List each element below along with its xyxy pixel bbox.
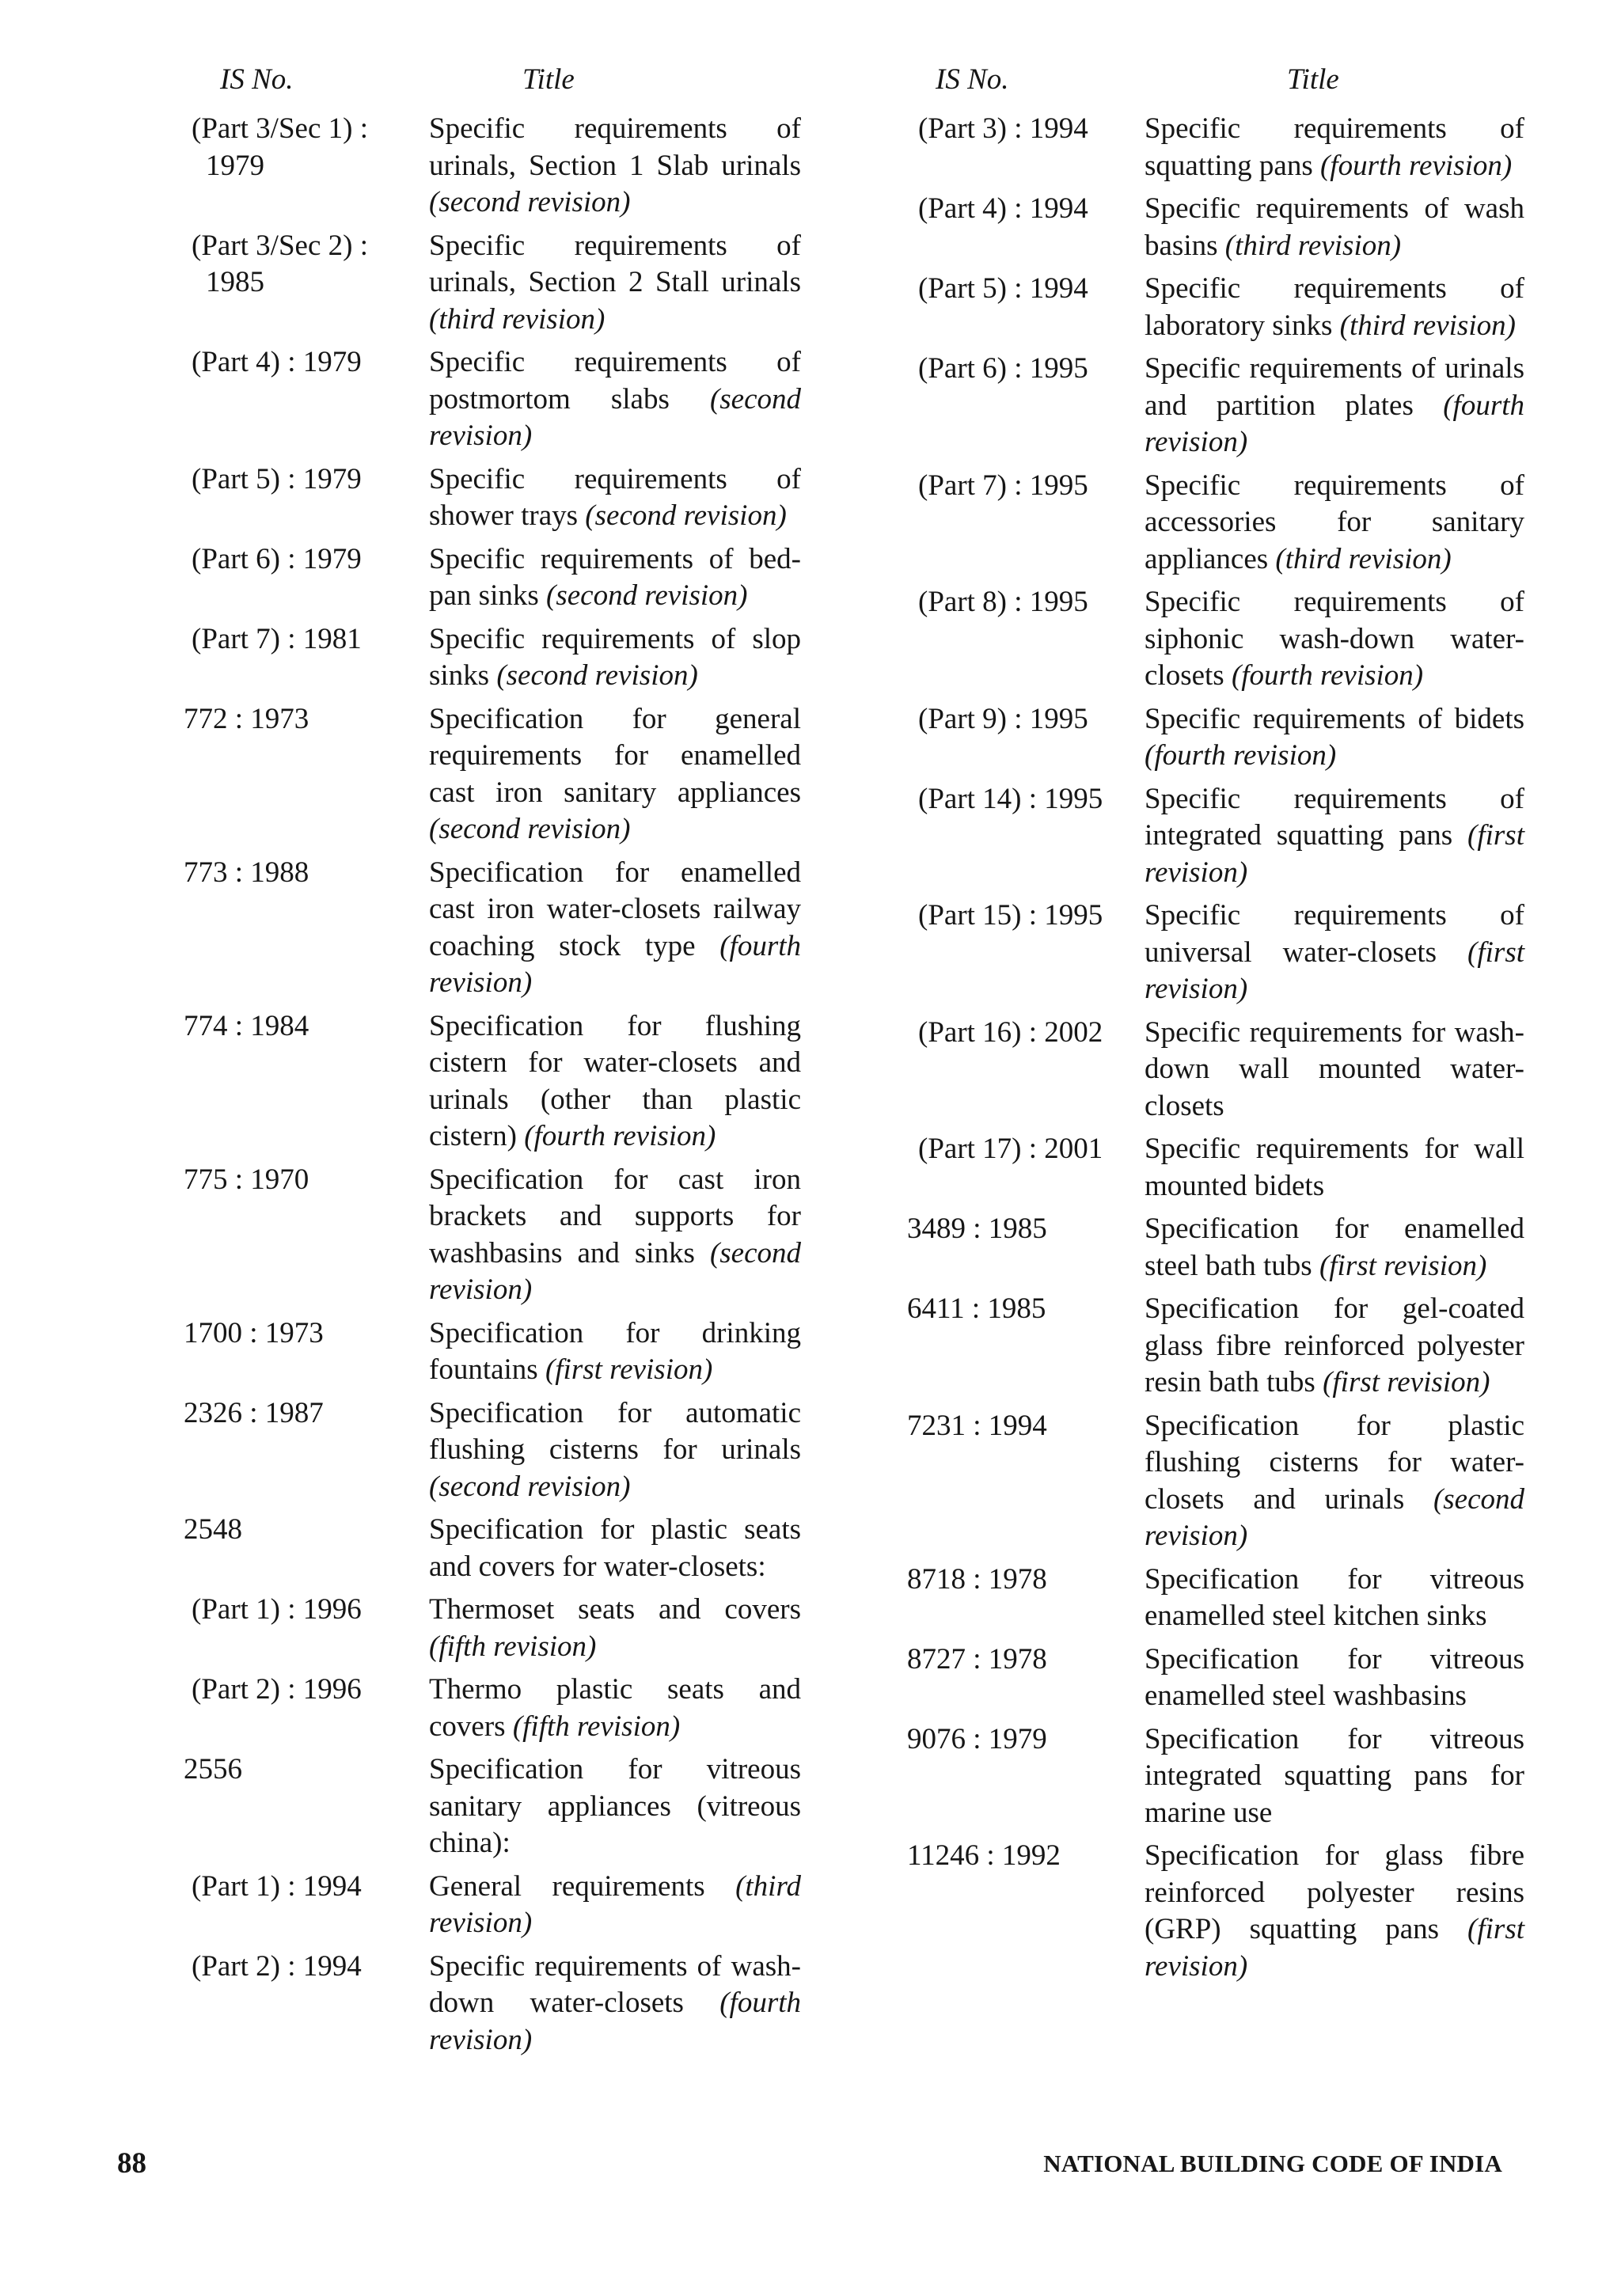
revision-note: (fourth revision) [1145, 389, 1524, 458]
revision-note: (first revision) [1323, 1366, 1490, 1398]
revision-note: (second revision) [496, 659, 698, 692]
standard-entry [168, 1315, 801, 1389]
revision-note: (fourth revision) [429, 929, 801, 999]
standard-title [429, 1672, 801, 1745]
left-entries [168, 111, 801, 2059]
is-number-line: (Part 3) : 1994 [918, 112, 1088, 145]
revision-note: (third revision) [429, 1869, 801, 1939]
revision-note: (second revision) [429, 186, 631, 218]
title-text: Specification for automatic flushing cisterns for urinals [429, 1396, 801, 1466]
standard-entry [168, 1949, 801, 2059]
title-text: Specification for enamelled steel bath tubs [1145, 1213, 1524, 1282]
is-number-line: 1979 [206, 149, 264, 182]
is-number [168, 701, 429, 848]
standard-entry [168, 1751, 801, 1862]
standard-title [1145, 898, 1524, 1008]
standard-title [429, 1315, 801, 1389]
is-number [907, 584, 1145, 695]
standard-title [1145, 781, 1524, 892]
right-column [907, 62, 1524, 1991]
is-number-line: 9076 : 1979 [907, 1722, 1047, 1755]
is-number-line: 1700 : 1973 [184, 1316, 324, 1349]
is-number-line: (Part 2) : 1994 [192, 1949, 362, 1983]
standard-title [1145, 191, 1524, 264]
revision-note: (second revision) [429, 813, 631, 845]
is-number [907, 1291, 1145, 1402]
standard-entry [168, 621, 801, 695]
title-text: Specification for gel-coated glass fibre reinforced polyester resin bath tubs [1145, 1292, 1524, 1398]
title-text: Specification for plastic seats and covers for water-closets: [429, 1513, 801, 1583]
standard-title [429, 701, 801, 848]
is-number [907, 1211, 1145, 1285]
title-text: Thermoset seats and covers [429, 1593, 801, 1626]
title-text: General requirements [429, 1869, 705, 1903]
standard-entry [168, 1512, 801, 1585]
revision-note: (third revision) [1339, 309, 1516, 342]
is-number-line: (Part 7) : 1981 [192, 622, 362, 655]
standard-title [1145, 1211, 1524, 1285]
standard-title [1145, 271, 1524, 344]
is-number-line: (Part 4) : 1994 [918, 192, 1088, 225]
title-text: Specific requirements of siphonic wash-down water-closets [1145, 586, 1524, 692]
revision-note: (second revision) [585, 499, 787, 532]
is-number [907, 111, 1145, 184]
is-number-line: 3489 : 1985 [907, 1213, 1047, 1245]
standard-title [1145, 1015, 1524, 1125]
standard-title [1145, 584, 1524, 695]
is-number-line: (Part 6) : 1995 [918, 352, 1088, 385]
is-number [907, 271, 1145, 344]
standard-entry [168, 701, 801, 848]
standard-entry [168, 855, 801, 1002]
is-number [168, 344, 429, 455]
revision-note: (fifth revision) [429, 1630, 597, 1663]
title-text: Specification for flushing cistern for water-closets and urinals (other than plastic cistern) [429, 1009, 801, 1152]
standard-title [429, 461, 801, 535]
standard-title [429, 1512, 801, 1585]
standard-entry [907, 1291, 1524, 1402]
standard-entry [168, 111, 801, 222]
revision-note: (fourth revision) [1145, 739, 1337, 772]
standard-title [1145, 351, 1524, 461]
standard-entry [907, 1562, 1524, 1635]
is-number-line: 774 : 1984 [184, 1009, 309, 1042]
standard-title [1145, 1562, 1524, 1635]
standard-entry [168, 541, 801, 615]
title-text: Specific requirements of urinals, Section 2 Stall urinals [429, 229, 801, 298]
header-title: Title [522, 63, 575, 96]
is-number [168, 1008, 429, 1156]
is-number-line: 8718 : 1978 [907, 1562, 1047, 1596]
standard-title [1145, 701, 1524, 775]
left-column-header [168, 62, 801, 111]
title-text: Specification for general requirements for enamelled cast iron sanitary appliances [429, 702, 801, 809]
is-number-line: (Part 1) : 1994 [192, 1869, 362, 1903]
is-number [168, 1869, 429, 1942]
is-number-line: (Part 3/Sec 2) : [192, 229, 368, 262]
standard-entry [168, 461, 801, 535]
standard-title [429, 621, 801, 695]
is-number [907, 468, 1145, 579]
title-text: Specific requirements of postmortom slabs [429, 346, 801, 416]
revision-note: (second revision) [429, 1470, 631, 1503]
is-number [168, 621, 429, 695]
standard-entry [907, 701, 1524, 775]
is-number-line: 775 : 1970 [184, 1163, 309, 1196]
title-text: Specific requirements of wash-down water-closets [429, 1949, 801, 2019]
standard-entry [907, 468, 1524, 579]
is-number [907, 898, 1145, 1008]
revision-note: (fourth revision) [524, 1120, 716, 1152]
is-number [907, 351, 1145, 461]
standard-title [429, 1395, 801, 1506]
standard-title [1145, 111, 1524, 184]
is-number-line: (Part 1) : 1996 [192, 1593, 362, 1626]
is-number [907, 1641, 1145, 1715]
title-text: Specification for drinking fountains [429, 1316, 801, 1386]
revision-note: (fifth revision) [512, 1710, 681, 1743]
is-number [168, 1949, 429, 2059]
standard-entry [168, 1395, 801, 1506]
is-number-line: 8727 : 1978 [907, 1642, 1047, 1676]
standard-entry [907, 1015, 1524, 1125]
title-text: Specific requirements of integrated squatting pans [1145, 782, 1524, 852]
is-number-line: 2326 : 1987 [184, 1396, 324, 1429]
is-number [168, 1395, 429, 1506]
standard-entry [168, 1592, 801, 1665]
is-number [168, 541, 429, 615]
right-column-header [907, 62, 1524, 111]
standard-entry [907, 1131, 1524, 1205]
title-text: Specific requirements of squatting pans [1145, 112, 1524, 182]
is-number-line: 772 : 1973 [184, 702, 309, 735]
header-is-no: IS No. [220, 63, 294, 96]
is-number [168, 1592, 429, 1665]
title-text: Specific requirements of bidets [1145, 702, 1524, 735]
is-number-line: (Part 17) : 2001 [918, 1133, 1103, 1165]
revision-note: (third revision) [1275, 542, 1452, 575]
standard-title [429, 1869, 801, 1942]
standard-entry [907, 271, 1524, 344]
is-number-line: (Part 15) : 1995 [918, 899, 1103, 932]
left-column [168, 62, 801, 2065]
title-text: Thermo plastic seats and covers [429, 1673, 801, 1743]
standard-entry [907, 1838, 1524, 1985]
standard-title [429, 111, 801, 222]
standard-entry [907, 191, 1524, 264]
standard-entry [907, 1408, 1524, 1555]
is-number-line: 773 : 1988 [184, 856, 309, 889]
title-text: Specification for vitreous sanitary appliances (vitreous china): [429, 1753, 801, 1859]
is-number-line: 11246 : 1992 [907, 1839, 1061, 1872]
is-number [907, 1562, 1145, 1635]
is-number [907, 191, 1145, 264]
standard-title [429, 1751, 801, 1862]
title-text: Specification for vitreous integrated squatting pans for marine use [1145, 1722, 1524, 1829]
revision-note: (second revision) [1145, 1482, 1525, 1552]
standard-title [429, 1162, 801, 1309]
title-text: Specific requirements of universal water-closets [1145, 899, 1524, 969]
revision-note: (fourth revision) [1231, 659, 1424, 692]
is-number [907, 1015, 1145, 1125]
title-text: Specification for vitreous enamelled steel washbasins [1145, 1642, 1524, 1712]
is-number-line: (Part 6) : 1979 [192, 542, 362, 575]
standard-title [1145, 1408, 1524, 1555]
is-number [168, 461, 429, 535]
revision-note: (first revision) [1145, 935, 1525, 1005]
standard-title [429, 344, 801, 455]
is-number-line: (Part 2) : 1996 [192, 1673, 362, 1706]
revision-note: (first revision) [545, 1353, 713, 1386]
standard-title [429, 1592, 801, 1665]
title-text: Specific requirements of accessories for sanitary appliances [1145, 469, 1524, 575]
revision-note: (third revision) [429, 302, 606, 336]
title-text: Specific requirements for wash-down wall mounted water-closets [1145, 1015, 1524, 1122]
standard-entry [168, 1008, 801, 1156]
is-number [168, 111, 429, 222]
is-number-line: (Part 9) : 1995 [918, 702, 1088, 735]
is-number-line: 2556 [184, 1753, 242, 1786]
title-text: Specific requirements of urinals and partition plates [1145, 352, 1524, 422]
is-number [168, 1315, 429, 1389]
is-number-line: (Part 3/Sec 1) : [192, 112, 368, 145]
is-number [168, 1751, 429, 1862]
revision-note: (first revision) [1319, 1249, 1487, 1282]
is-number-line: 1985 [206, 266, 264, 298]
is-number-line: (Part 14) : 1995 [918, 782, 1103, 815]
standard-title [429, 228, 801, 339]
standard-entry [168, 1162, 801, 1309]
revision-note: (second revision) [546, 579, 748, 612]
header-is-no: IS No. [936, 63, 1009, 96]
title-text: Specific requirements of slop sinks [429, 622, 801, 692]
standard-entry [907, 898, 1524, 1008]
standard-title [1145, 1131, 1524, 1205]
standard-title [429, 1008, 801, 1156]
title-text: Specific requirements of wash basins [1145, 192, 1524, 262]
is-number [168, 228, 429, 339]
is-number-line: (Part 5) : 1979 [192, 462, 362, 495]
standard-title [1145, 1838, 1524, 1985]
revision-note: (first revision) [1145, 1913, 1525, 1983]
revision-note: (fourth revision) [1319, 149, 1513, 182]
revision-note: (second revision) [429, 382, 802, 452]
is-number [168, 1162, 429, 1309]
standard-title [429, 855, 801, 1002]
title-text: Specification for enamelled cast iron water-closets railway coaching stock type [429, 856, 801, 962]
standard-entry [168, 1672, 801, 1745]
standard-entry [907, 584, 1524, 695]
is-number-line: (Part 16) : 2002 [918, 1015, 1103, 1049]
standard-entry [907, 1211, 1524, 1285]
is-number [168, 855, 429, 1002]
title-text: Specification for plastic flushing cisterns for water-closets and urinals [1145, 1409, 1524, 1516]
standard-entry [907, 1641, 1524, 1715]
revision-note: (third revision) [1224, 229, 1402, 262]
standard-title [429, 541, 801, 615]
standard-entry [907, 111, 1524, 184]
is-number [907, 1131, 1145, 1205]
is-number [907, 1408, 1145, 1555]
standard-entry [907, 781, 1524, 892]
footer-document-title: NATIONAL BUILDING CODE OF INDIA [1043, 2150, 1502, 2177]
standard-title [429, 1949, 801, 2059]
is-number-line: (Part 5) : 1994 [918, 272, 1088, 305]
standard-entry [907, 1721, 1524, 1832]
title-text: Specific requirements for wall mounted bidets [1145, 1133, 1524, 1202]
title-text: Specific requirements of shower trays [429, 462, 801, 532]
title-text: Specification for vitreous enamelled steel kitchen sinks [1145, 1562, 1524, 1632]
title-text: Specific requirements of laboratory sinks [1145, 272, 1524, 342]
standard-entry [907, 351, 1524, 461]
is-number-line: (Part 4) : 1979 [192, 346, 362, 378]
standard-entry [168, 228, 801, 339]
is-number [907, 781, 1145, 892]
right-entries [907, 111, 1524, 1985]
title-text: Specific requirements of bed-pan sinks [429, 542, 801, 612]
standard-title [1145, 1721, 1524, 1832]
standard-title [1145, 1641, 1524, 1715]
standard-entry [168, 1869, 801, 1942]
standard-title [1145, 468, 1524, 579]
is-number-line: 6411 : 1985 [907, 1292, 1046, 1325]
is-number-line: 7231 : 1994 [907, 1409, 1047, 1442]
is-number [168, 1512, 429, 1585]
is-number [907, 1838, 1145, 1985]
title-text: Specification for glass fibre reinforced polyester resins (GRP) squatting pans [1145, 1839, 1524, 1945]
is-number-line: 2548 [184, 1513, 242, 1546]
is-number-line: (Part 8) : 1995 [918, 586, 1088, 618]
title-text: Specification for cast iron brackets and supports for washbasins and sinks [429, 1163, 801, 1269]
standard-title [1145, 1291, 1524, 1402]
is-number [907, 1721, 1145, 1832]
revision-note: (second revision) [429, 1236, 802, 1306]
title-text: Specific requirements of urinals, Section 1 Slab urinals [429, 112, 801, 182]
header-title: Title [1287, 63, 1339, 96]
standard-entry [168, 344, 801, 455]
is-number [907, 701, 1145, 775]
revision-note: (fourth revision) [429, 1987, 802, 2056]
is-number [168, 1672, 429, 1745]
revision-note: (first revision) [1145, 819, 1524, 889]
is-number-line: (Part 7) : 1995 [918, 469, 1088, 502]
page-number: 88 [117, 2147, 146, 2180]
